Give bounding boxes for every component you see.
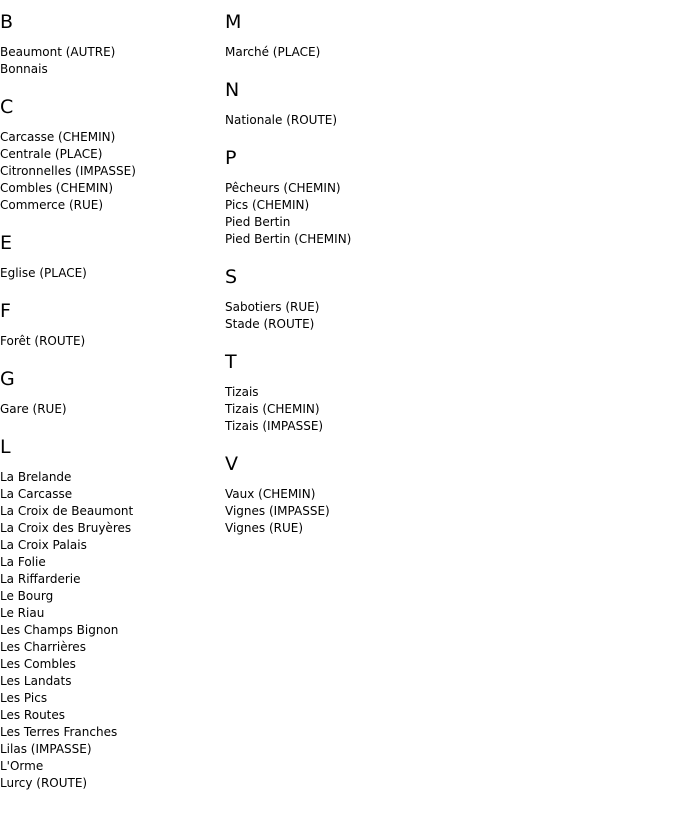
street-link[interactable]: Pêcheurs (CHEMIN)	[225, 181, 341, 195]
street-index-column-right	[225, 10, 665, 554]
section-letter-heading: L	[0, 436, 11, 458]
street-link[interactable]: Marché (PLACE)	[225, 45, 321, 59]
street-list	[225, 384, 665, 435]
section-letter-heading: B	[0, 11, 14, 33]
street-index-column-left	[0, 10, 220, 809]
section-letter-heading: F	[0, 300, 11, 322]
street-list	[0, 401, 220, 418]
street-link[interactable]: Lilas (IMPASSE)	[0, 742, 92, 756]
letter-section	[225, 146, 665, 248]
letter-section	[225, 78, 665, 129]
letter-section	[0, 10, 220, 78]
section-letter-heading: V	[225, 453, 238, 475]
letter-section	[225, 10, 665, 61]
street-link[interactable]: Les Routes	[0, 708, 66, 722]
street-link[interactable]: Tizais (IMPASSE)	[225, 419, 324, 433]
section-letter-heading: G	[0, 368, 15, 390]
letter-section	[225, 350, 665, 435]
street-link[interactable]: Vignes (IMPASSE)	[225, 504, 330, 518]
street-link[interactable]: Le Bourg	[0, 589, 54, 603]
street-link[interactable]: Citronnelles (IMPASSE)	[0, 164, 136, 178]
street-link[interactable]: Pied Bertin (CHEMIN)	[225, 232, 352, 246]
street-link[interactable]: Carcasse (CHEMIN)	[0, 130, 116, 144]
street-list	[225, 299, 665, 333]
street-link[interactable]: La Folie	[0, 555, 46, 569]
street-link[interactable]: Nationale (ROUTE)	[225, 113, 338, 127]
street-link[interactable]: Bonnais	[0, 62, 48, 76]
street-link[interactable]: Vaux (CHEMIN)	[225, 487, 316, 501]
street-list	[0, 333, 220, 350]
section-letter-heading: T	[225, 351, 237, 373]
street-link[interactable]: La Brelande	[0, 470, 72, 484]
street-link[interactable]: Les Charrières	[0, 640, 86, 654]
street-link[interactable]: Commerce (RUE)	[0, 198, 104, 212]
street-link[interactable]: Vignes (RUE)	[225, 521, 304, 535]
letter-section	[225, 452, 665, 537]
street-list	[0, 44, 220, 78]
street-link[interactable]: Forêt (ROUTE)	[0, 334, 86, 348]
street-list	[225, 486, 665, 537]
street-link[interactable]: Les Combles	[0, 657, 76, 671]
street-link[interactable]: La Riffarderie	[0, 572, 81, 586]
section-letter-heading: P	[225, 147, 237, 169]
street-link[interactable]: Tizais (CHEMIN)	[225, 402, 320, 416]
letter-section	[0, 231, 220, 282]
street-link[interactable]: La Carcasse	[0, 487, 73, 501]
street-link[interactable]: Stade (ROUTE)	[225, 317, 315, 331]
section-letter-heading: S	[225, 266, 238, 288]
street-link[interactable]: Combles (CHEMIN)	[0, 181, 114, 195]
letter-section	[225, 265, 665, 333]
street-link[interactable]: Lurcy (ROUTE)	[0, 776, 88, 790]
street-link[interactable]: Le Riau	[0, 606, 45, 620]
letter-section	[0, 299, 220, 350]
section-letter-heading: M	[225, 11, 242, 33]
street-link[interactable]: Les Pics	[0, 691, 48, 705]
street-link[interactable]: Sabotiers (RUE)	[225, 300, 320, 314]
street-link[interactable]: La Croix des Bruyères	[0, 521, 132, 535]
street-link[interactable]: Pics (CHEMIN)	[225, 198, 310, 212]
street-link[interactable]: Eglise (PLACE)	[0, 266, 87, 280]
letter-section	[0, 367, 220, 418]
street-list	[225, 112, 665, 129]
street-list	[0, 129, 220, 214]
section-letter-heading: C	[0, 96, 14, 118]
street-list	[0, 265, 220, 282]
street-link[interactable]: Gare (RUE)	[0, 402, 67, 416]
street-list	[225, 180, 665, 248]
street-link[interactable]: La Croix de Beaumont	[0, 504, 134, 518]
section-letter-heading: N	[225, 79, 240, 101]
letter-section	[0, 435, 220, 792]
letter-section	[0, 95, 220, 214]
section-letter-heading: E	[0, 232, 13, 254]
street-link[interactable]: Pied Bertin	[225, 215, 291, 229]
street-link[interactable]: Tizais	[225, 385, 259, 399]
street-link[interactable]: Les Terres Franches	[0, 725, 118, 739]
street-link[interactable]: La Croix Palais	[0, 538, 87, 552]
street-link[interactable]: Les Landats	[0, 674, 72, 688]
street-list	[0, 469, 220, 792]
street-link[interactable]: Centrale (PLACE)	[0, 147, 103, 161]
street-link[interactable]: Beaumont (AUTRE)	[0, 45, 116, 59]
street-link[interactable]: L'Orme	[0, 759, 44, 773]
street-link[interactable]: Les Champs Bignon	[0, 623, 119, 637]
street-list	[225, 44, 665, 61]
